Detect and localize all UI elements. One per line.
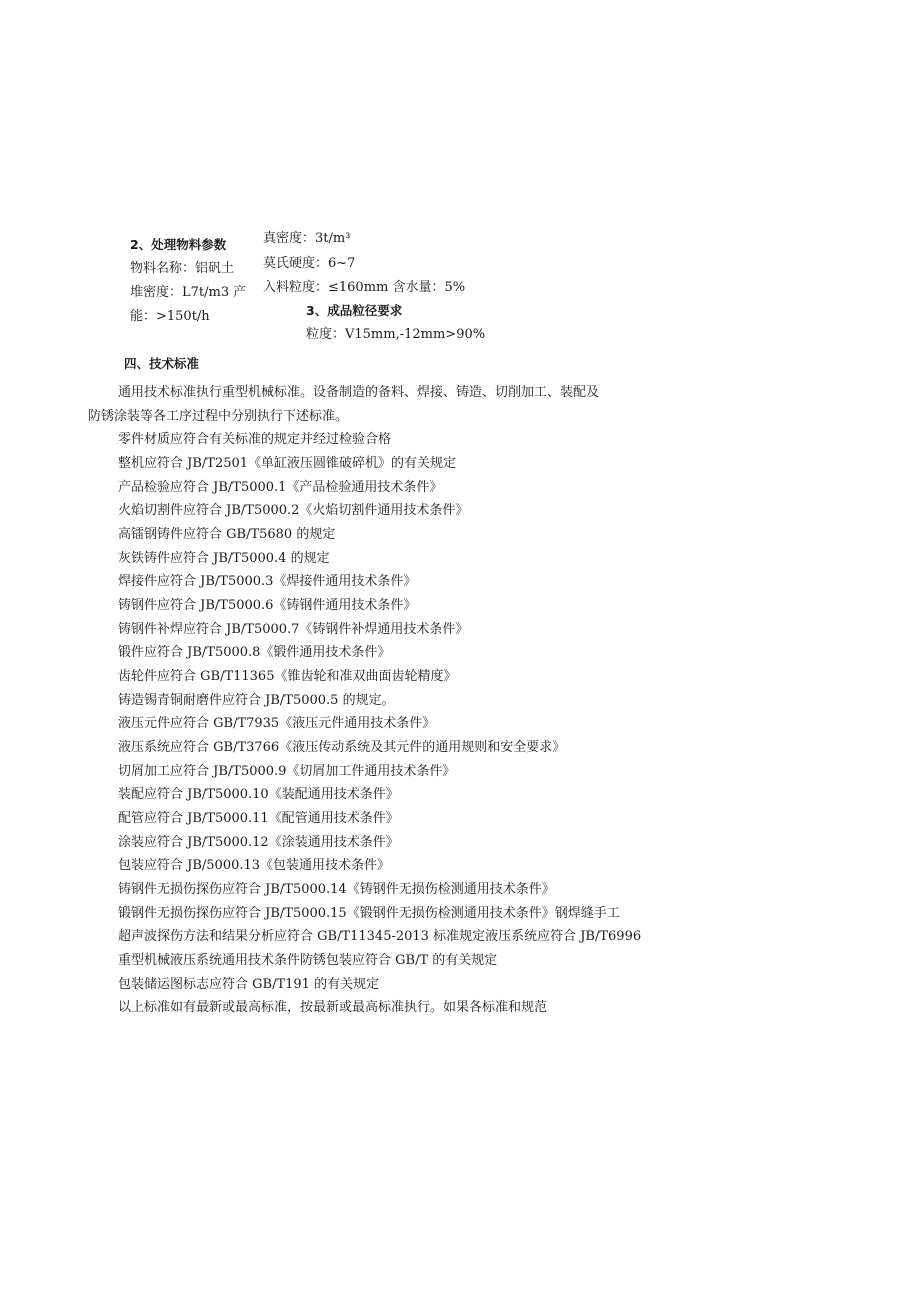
standard-item: 铸钢件无损伤探伤应符合 JB/T5000.14《铸钢件无损伤检测通用技术条件》 — [118, 882, 555, 897]
bulk-density: 堆密度：L7t∕m3 产 — [130, 285, 247, 300]
section3-heading: 3、成品粒径要求 — [306, 303, 403, 318]
standard-item: 配管应符合 JB/T5000.11《配管通用技术条件》 — [118, 811, 399, 826]
standard-item: 整机应符合 JB/T2501《单缸液压圆锥破碎机》的有关规定 — [118, 456, 457, 471]
standard-item: 铸造锡青铜耐磨件应符合 JB/T5000.5 的规定。 — [118, 693, 395, 708]
material-name: 物料名称：铝矾土 — [130, 261, 235, 276]
standard-item: 零件材质应符合有关标准的规定并经过检验合格 — [118, 432, 392, 447]
standard-item: 锻钢件无损伤探伤应符合 JB/T5000.15《锻钢件无损伤检测通用技术条件》钢焊缝手工 — [118, 906, 620, 921]
capacity: 能：>150t∕h — [130, 309, 210, 324]
standard-item: 铸钢件补焊应符合 JB/T5000.7《铸钢件补焊通用技术条件》 — [118, 622, 469, 637]
feed-size: 入料粒度：≤160mm 含水量：5% — [263, 280, 466, 295]
standard-item: 以上标准如有最新或最高标准，按最新或最高标准执行。如果各标准和规范 — [118, 1000, 548, 1015]
intro-line-1: 通用技术标准执行重型机械标准。设备制造的备料、焊接、铸造、切削加工、装配及 — [118, 385, 600, 400]
standard-item: 装配应符合 JB/T5000.10《装配通用技术条件》 — [118, 787, 399, 802]
standard-item: 齿轮件应符合 GB/T11365《锥齿轮和准双曲面齿轮精度》 — [118, 669, 457, 684]
standard-item: 包装应符合 JB/5000.13《包装通用技术条件》 — [118, 858, 391, 873]
standard-item: 重型机械液压系统通用技术条件防锈包装应符合 GB/T 的有关规定 — [118, 953, 498, 968]
section4-heading: 四、技术标准 — [124, 356, 200, 371]
standard-item: 焊接件应符合 JB/T5000.3《焊接件通用技术条件》 — [118, 574, 417, 589]
mohs-hardness: 莫氏硬度：6~7 — [263, 256, 356, 271]
standard-item: 液压元件应符合 GB/T7935《液压元件通用技术条件》 — [118, 716, 436, 731]
standard-item: 铸钢件应符合 JB/T5000.6《铸钢件通用技术条件》 — [118, 598, 417, 613]
standard-item: 涂装应符合 JB/T5000.12《涂装通用技术条件》 — [118, 835, 399, 850]
standard-item: 灰铁铸件应符合 JB/T5000.4 的规定 — [118, 551, 330, 566]
standard-item: 液压系统应符合 GB/T3766《液压传动系统及其元件的通用规则和安全要求》 — [118, 740, 566, 755]
standard-item: 高镭钢铸件应符合 GB/T5680 的规定 — [118, 527, 336, 542]
standard-item: 包装储运图标志应符合 GB/T191 的有关规定 — [118, 977, 380, 992]
standard-item: 超声波探伤方法和结果分析应符合 GB/T11345-2013 标准规定液压系统应符合 JB/T6996 — [118, 929, 642, 944]
section2-heading: 2、处理物料参数 — [130, 237, 227, 252]
standard-item: 锻件应符合 JB/T5000.8《锻件通用技术条件》 — [118, 645, 391, 660]
standard-item: 切屑加工应符合 JB/T5000.9《切屑加工件通用技术条件》 — [118, 764, 456, 779]
standard-item: 产品检验应符合 JB/T5000.1《产品检验通用技术条件》 — [118, 480, 443, 495]
true-density: 真密度：3t∕m³ — [263, 231, 351, 246]
intro-line-2: 防锈涂装等各工序过程中分别执行下述标准。 — [88, 409, 349, 424]
standard-item: 火焰切割件应符合 JB/T5000.2《火焰切割件通用技术条件》 — [118, 503, 469, 518]
product-size: 粒度：V15mm,-12mm>90% — [306, 327, 486, 342]
